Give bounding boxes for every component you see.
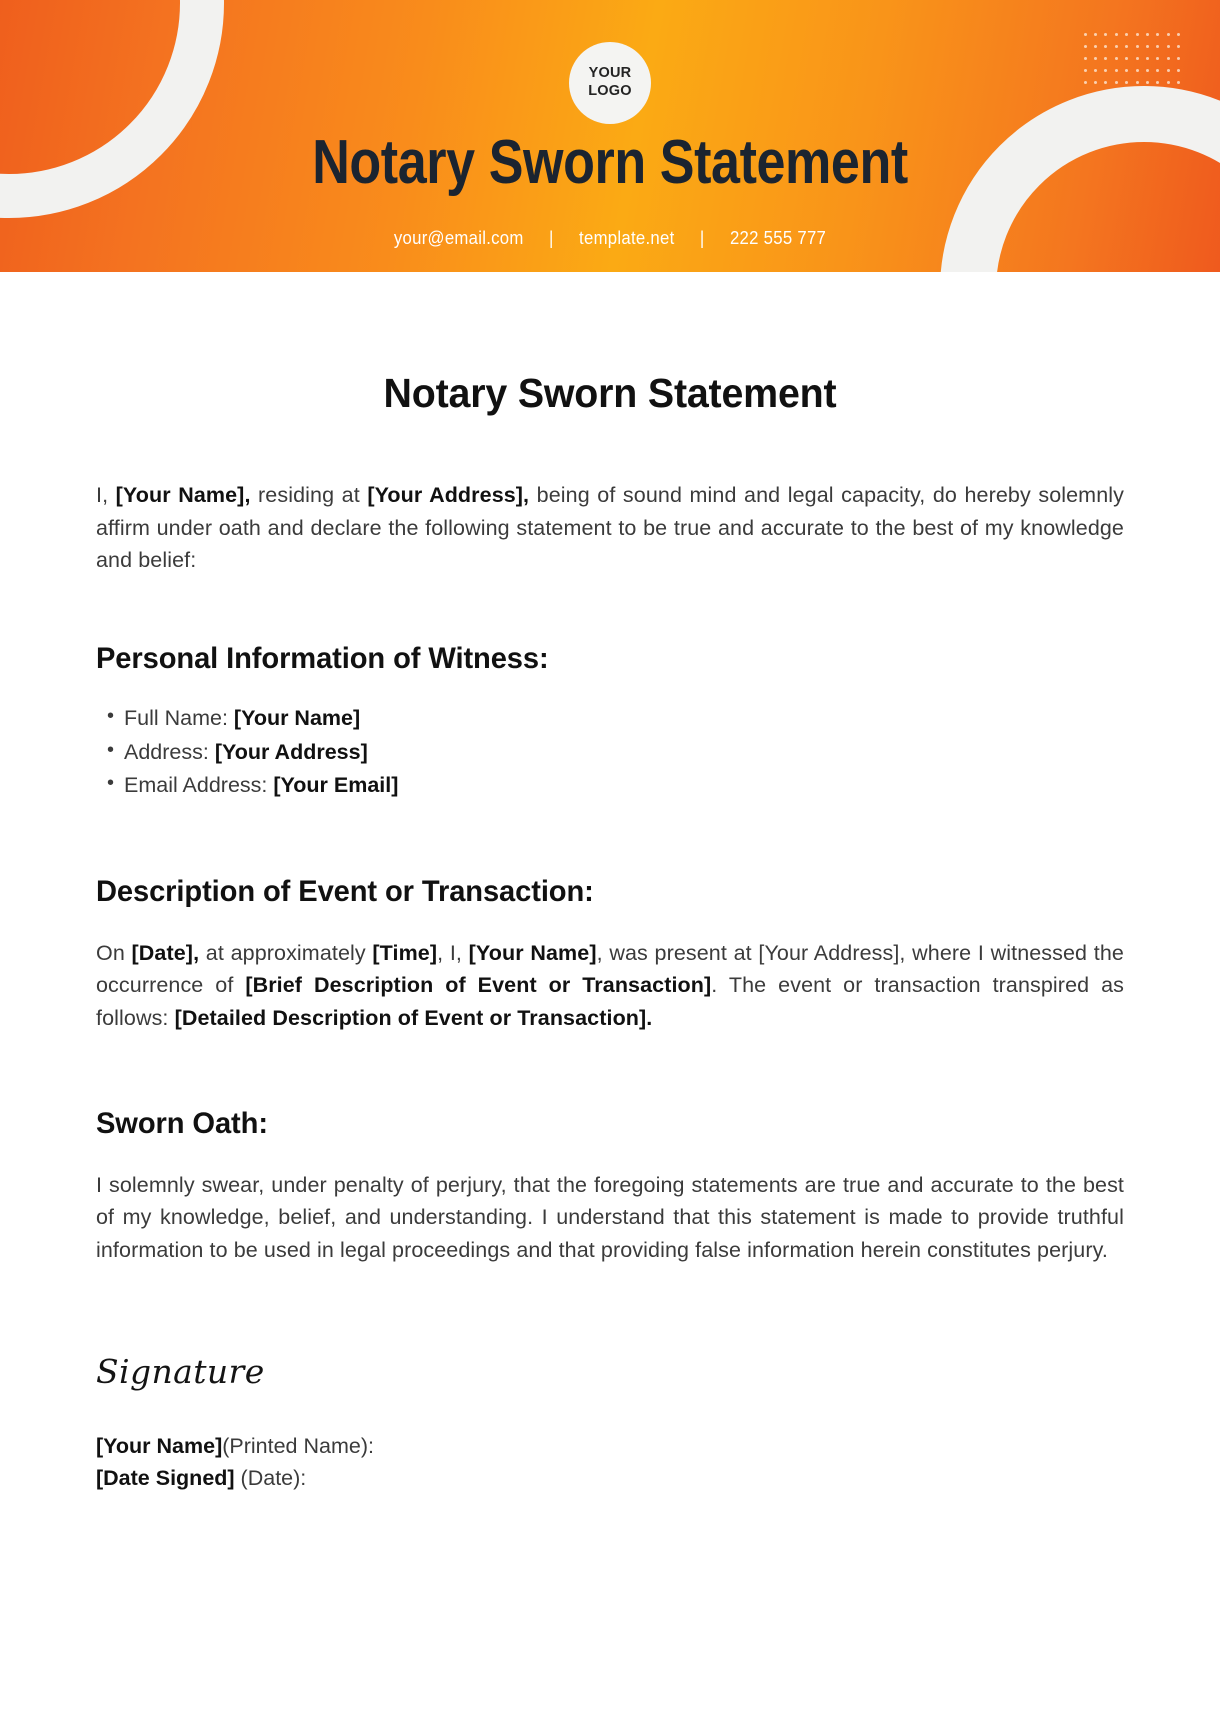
printed-name-line bbox=[96, 1430, 1124, 1463]
signature-script-line[interactable]: Signature bbox=[96, 1351, 265, 1391]
intro-text-2: residing at bbox=[250, 483, 368, 507]
intro-address-placeholder: [Your Address], bbox=[367, 483, 530, 507]
event-text-1: On bbox=[96, 940, 132, 965]
list-item bbox=[124, 736, 1124, 770]
signature-detail-lines bbox=[96, 1388, 1124, 1495]
section-heading-witness: Personal Information of Witness: bbox=[96, 642, 549, 676]
date-signed-value: [Date Signed] bbox=[96, 1466, 235, 1491]
intro-text-1: I, bbox=[96, 483, 116, 507]
signature-block bbox=[96, 1267, 1124, 1495]
event-brief-description-placeholder: [Brief Description of Event or Transaction] bbox=[245, 973, 712, 998]
event-text-3: , I, bbox=[437, 940, 469, 965]
event-description-paragraph bbox=[96, 909, 1124, 1035]
document-body bbox=[0, 272, 1220, 1495]
contact-phone[interactable]: 222 555 777 bbox=[729, 228, 827, 248]
logo-line-1: YOUR bbox=[588, 65, 632, 82]
document-header-banner bbox=[0, 0, 1220, 272]
printed-name-label: (Printed Name): bbox=[222, 1433, 374, 1458]
intro-paragraph bbox=[96, 417, 1124, 577]
event-text-2: at approximately bbox=[199, 940, 373, 965]
event-name-placeholder: [Your Name] bbox=[468, 940, 597, 965]
contact-info-bar bbox=[43, 228, 1178, 249]
section-heading-oath: Sworn Oath: bbox=[96, 1106, 268, 1140]
event-text-5: . The event or transaction transpired as follows: bbox=[96, 973, 1125, 1030]
contact-email[interactable]: your@email.com bbox=[393, 228, 524, 248]
event-text-4: , was present at [Your Address], where I witnessed the occurrence of bbox=[96, 940, 1124, 998]
page-title: Notary Sworn Statement bbox=[383, 370, 837, 416]
contact-separator-2: | bbox=[699, 228, 705, 248]
contact-separator-1: | bbox=[549, 228, 554, 248]
intro-text-3: being of sound mind and legal capacity, do hereby solemnly affirm under oath and declare the following statement to be true and accurate to the best of my knowledge and belief: bbox=[96, 483, 1124, 573]
event-detailed-description-placeholder: [Detailed Description of Event or Transaction]. bbox=[174, 1005, 653, 1030]
witness-full-name-value: [Your Name] bbox=[233, 706, 361, 731]
witness-address-label: Address: bbox=[124, 739, 215, 764]
dot-grid-pattern-icon bbox=[1080, 28, 1184, 88]
witness-email-label: Email Address: bbox=[124, 773, 274, 798]
intro-name-placeholder: [Your Name], bbox=[115, 483, 251, 507]
logo-line-2: LOGO bbox=[588, 83, 632, 99]
list-item bbox=[124, 702, 1124, 736]
banner-title: Notary Sworn Statement bbox=[312, 128, 908, 197]
oath-paragraph: I solemnly swear, under penalty of perjury, that the foregoing statements are true and accurate to the best of my knowledge, belief, and understanding. I understand that this statement is made to provide truthful information to be used in legal proceedings and that providing false information herein constitutes perjury. bbox=[96, 1172, 1124, 1262]
date-signed-label: (Date): bbox=[234, 1466, 307, 1491]
date-signed-line bbox=[96, 1462, 1124, 1495]
section-heading-event: Description of Event or Transaction: bbox=[96, 874, 594, 908]
event-time-placeholder: [Time] bbox=[372, 940, 438, 965]
event-date-placeholder: [Date], bbox=[131, 940, 200, 965]
witness-email-value: [Your Email] bbox=[273, 773, 399, 798]
list-item bbox=[124, 769, 1124, 803]
printed-name-value: [Your Name] bbox=[96, 1433, 223, 1458]
contact-website[interactable]: template.net bbox=[579, 228, 675, 248]
logo-placeholder[interactable] bbox=[569, 42, 651, 124]
witness-info-list bbox=[96, 676, 1124, 803]
witness-full-name-label: Full Name: bbox=[124, 706, 234, 731]
witness-address-value: [Your Address] bbox=[214, 739, 368, 764]
